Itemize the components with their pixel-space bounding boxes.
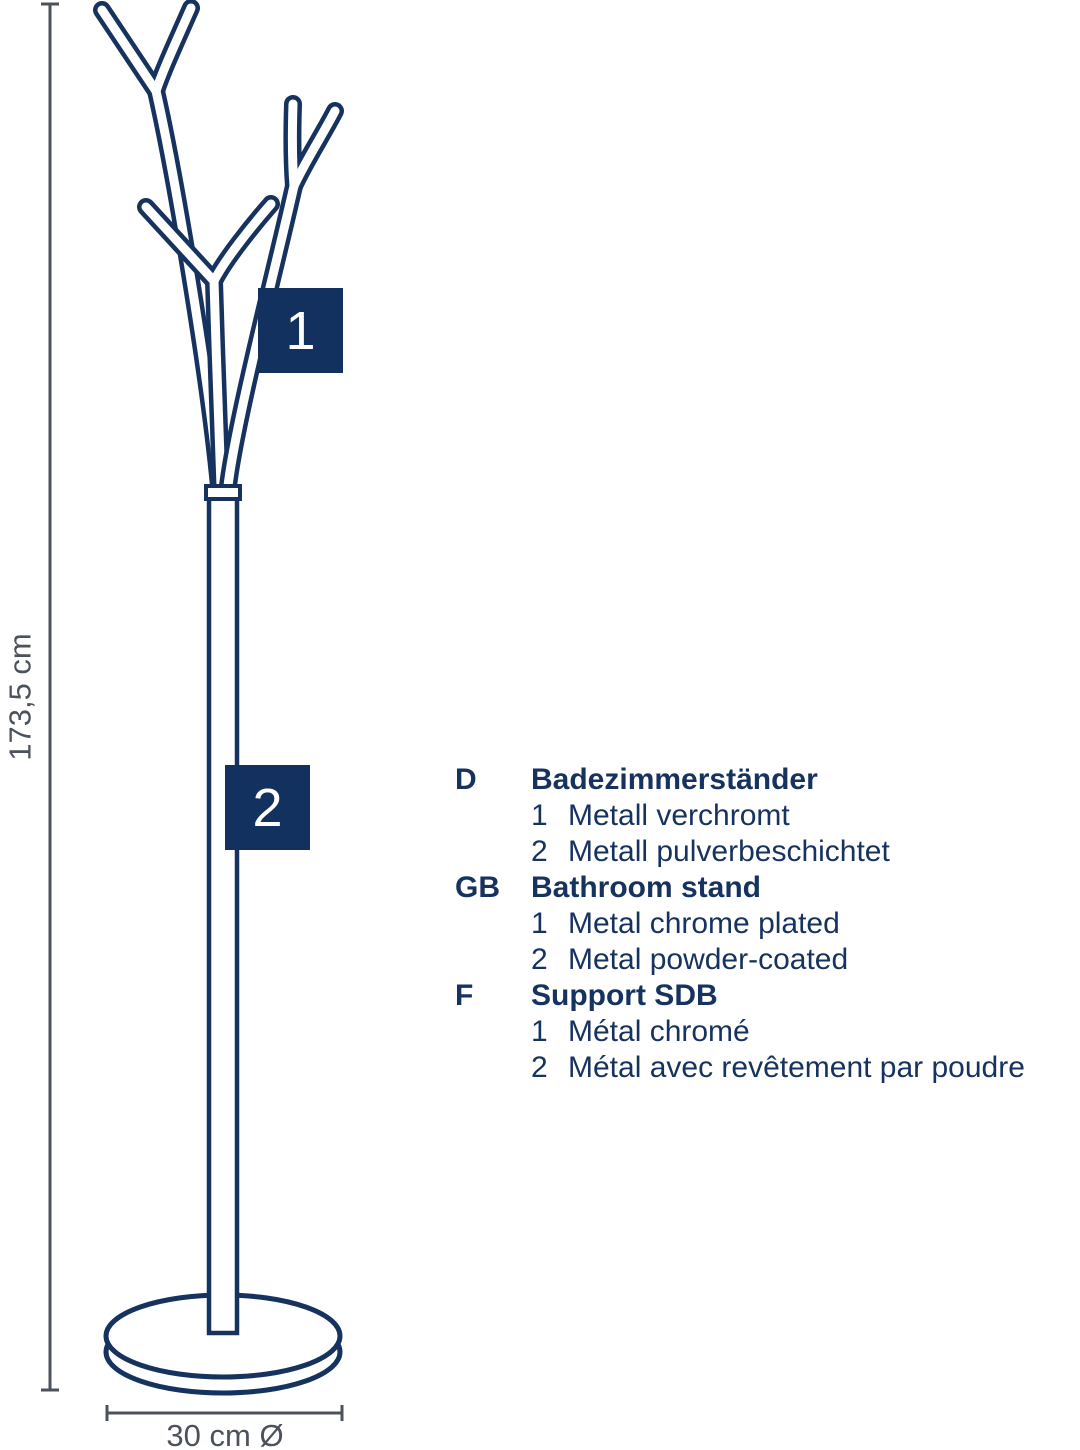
item-number: 2 <box>531 1051 548 1084</box>
legend-entry-de <box>455 762 1025 870</box>
stand-pole <box>209 497 237 1333</box>
legend-entry-gb <box>455 870 1025 978</box>
callout-2-badge: 2 <box>225 765 310 850</box>
item-text: Métal avec revêtement par poudre <box>568 1051 1025 1084</box>
product-title-de: Badezimmerständer <box>531 763 818 796</box>
item-text: Metal chrome plated <box>568 907 840 940</box>
item-text: Metall pulverbeschichtet <box>568 835 890 868</box>
item-text: Métal chromé <box>568 1015 750 1048</box>
stand-collar <box>206 486 240 499</box>
item-number: 2 <box>531 835 548 868</box>
height-dimension-line <box>41 4 59 1390</box>
height-dimension-label: 173,5 cm <box>2 633 38 761</box>
item-number: 1 <box>531 907 548 940</box>
language-code-de: D <box>455 763 477 796</box>
product-title-gb: Bathroom stand <box>531 871 762 904</box>
stand-branches <box>102 8 335 486</box>
item-number: 1 <box>531 1015 548 1048</box>
item-text: Metal powder-coated <box>568 943 849 976</box>
diameter-dimension-label: 30 cm Ø <box>166 1418 284 1450</box>
item-number: 1 <box>531 799 548 832</box>
legend <box>455 762 1025 1086</box>
language-code-fr: F <box>455 979 474 1012</box>
item-number: 2 <box>531 943 548 976</box>
legend-entry-fr <box>455 978 1025 1086</box>
callout-1-badge: 1 <box>258 288 343 373</box>
language-code-gb: GB <box>455 871 500 904</box>
product-title-fr: Support SDB <box>531 979 718 1012</box>
item-text: Metall verchromt <box>568 799 790 832</box>
